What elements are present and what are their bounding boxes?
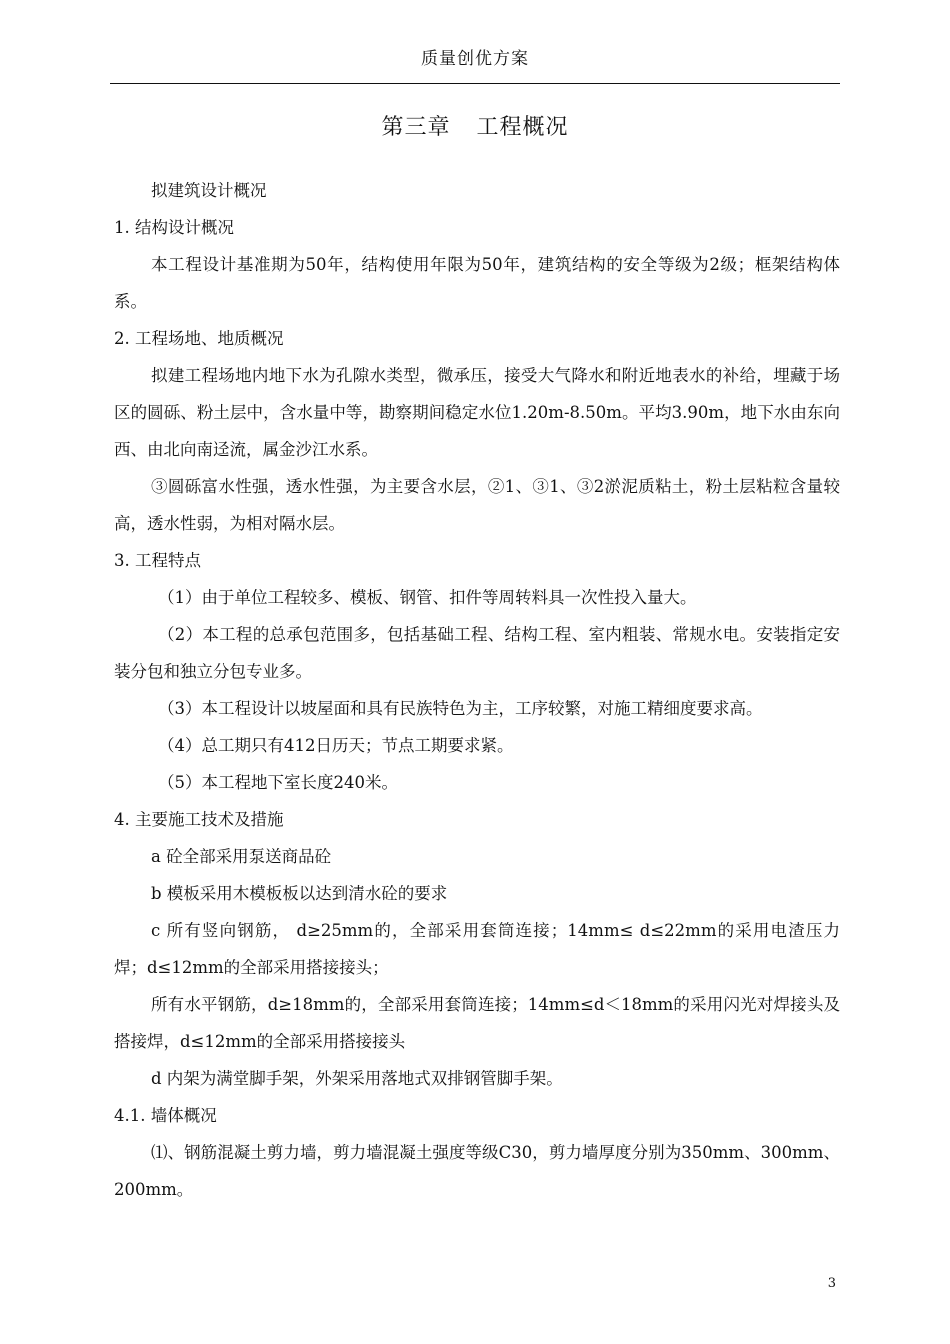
- chapter-name: 工程概况: [476, 115, 569, 140]
- section-heading: 3. 工程特点: [114, 551, 201, 570]
- page-number: 3: [827, 1276, 836, 1291]
- list-item: d 内架为满堂脚手架，外架采用落地式双排钢管脚手架。: [151, 1069, 563, 1088]
- list-item: （5）本工程地下室长度240米。: [158, 773, 398, 792]
- list-item: （1）由于单位工程较多、模板、钢管、扣件等周转料具一次性投入量大。: [158, 588, 697, 607]
- body-paragraph: 本工程设计基准期为50年，结构使用年限为50年，建筑结构的安全等级为2级；框架结构体系。: [114, 255, 840, 311]
- running-header: 质量创优方案: [421, 49, 529, 69]
- section-heading: 4.1. 墙体概况: [114, 1106, 217, 1125]
- section-subtitle: 拟建筑设计概况: [151, 181, 267, 200]
- body-paragraph: 所有水平钢筋，d≥18mm的，全部采用套筒连接；14mm≤d＜18mm的采用闪光对焊接头及搭接焊，d≤12mm的全部采用搭接接头: [114, 995, 840, 1051]
- list-item: （2）本工程的总承包范围多，包括基础工程、结构工程、室内粗装、常规水电。安装指定安装分包和独立分包专业多。: [114, 625, 840, 681]
- document-body: [114, 172, 840, 1208]
- list-item: （3）本工程设计以坡屋面和具有民族特色为主，工序较繁，对施工精细度要求高。: [158, 699, 763, 718]
- section-heading: 2. 工程场地、地质概况: [114, 329, 284, 348]
- chapter-number: 第三章: [381, 115, 451, 140]
- list-item: （4）总工期只有412日历天；节点工期要求紧。: [158, 736, 514, 755]
- body-paragraph: ⑴、钢筋混凝土剪力墙，剪力墙混凝土强度等级C30，剪力墙厚度分别为350mm、300mm、200mm。: [114, 1143, 840, 1199]
- list-item: b 模板采用木模板板以达到清水砼的要求: [151, 884, 448, 903]
- body-paragraph: 拟建工程场地内地下水为孔隙水类型，微承压，接受大气降水和附近地表水的补给，埋藏于场区的圆砾、粉土层中，含水量中等，勘察期间稳定水位1.20m-8.50m。平均3.90m，地下水由东向西、由北向南迳流，属金沙江水系。: [114, 366, 840, 459]
- section-heading: 1. 结构设计概况: [114, 218, 234, 237]
- header-divider: [110, 83, 840, 84]
- chapter-title: [110, 110, 840, 141]
- section-heading: 4. 主要施工技术及措施: [114, 810, 284, 829]
- list-item: a 砼全部采用泵送商品砼: [151, 847, 332, 866]
- list-item: c 所有竖向钢筋， d≥25mm的，全部采用套筒连接；14mm≤ d≤22mm的采用电渣压力焊；d≤12mm的全部采用搭接接头；: [114, 921, 840, 977]
- body-paragraph: ③圆砾富水性强，透水性强，为主要含水层，②1、③1、③2淤泥质粘土，粉土层粘粒含量较高，透水性弱，为相对隔水层。: [114, 477, 840, 533]
